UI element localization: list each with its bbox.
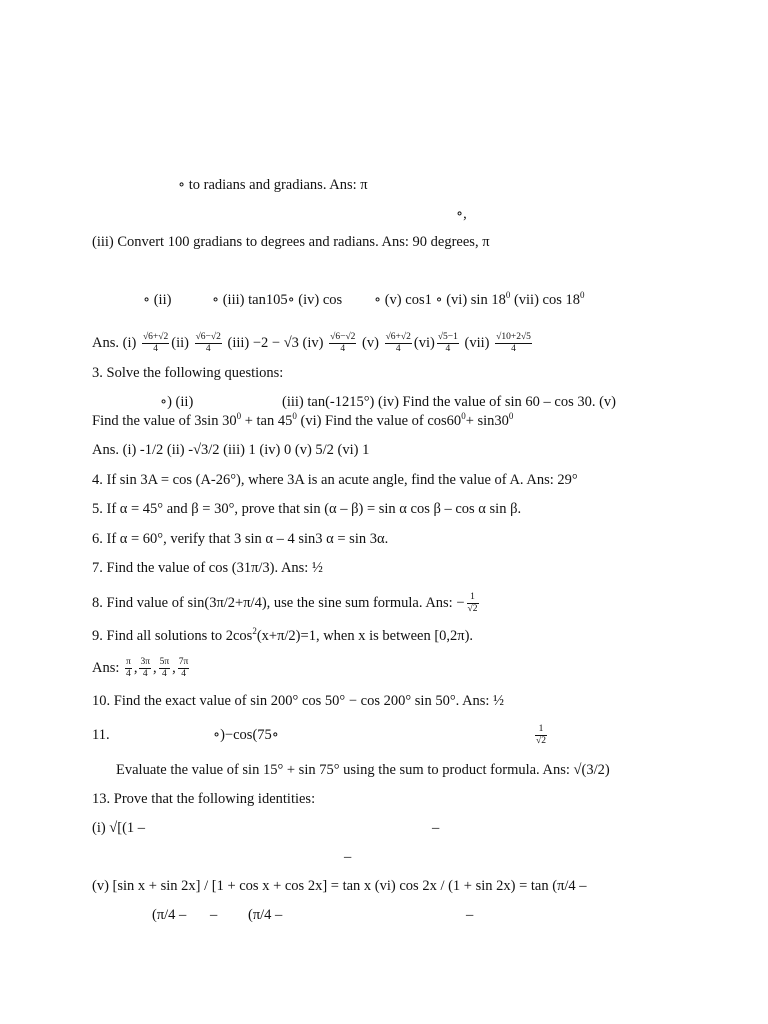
q2-ans-iii: (iii) −2 − √3 (iv) — [227, 335, 324, 351]
q12-text: Evaluate the value of sin 15° + sin 75° using the sum to product formula. Ans: √(3/2) — [116, 762, 610, 778]
q2-frac-vii-den: 4 — [511, 344, 516, 355]
q2-frac-ii — [195, 332, 222, 355]
q2-frac-v — [385, 332, 412, 355]
q9-frac-c-den: 4 — [162, 669, 167, 680]
q2-ans-ii: (ii) — [171, 335, 189, 351]
q2-fragment-c — [374, 291, 585, 309]
q2-frac-v-num: √6+√2 — [385, 332, 411, 343]
q8-text: 8. Find value of sin(3π/2+π/4), use the sine sum formula. Ans: − — [92, 595, 465, 611]
q2-frac-vii-num: √10+2√5 — [496, 332, 531, 343]
q11-number: 11. — [92, 727, 110, 743]
q2-frac-iv-num: √6−√2 — [330, 332, 356, 343]
q8-frac-den: √2 — [467, 604, 478, 615]
q2-frac-i — [142, 332, 169, 355]
q2-ans-vi: (vi) — [413, 335, 435, 351]
q13-last-b: – — [210, 907, 218, 923]
q13-part-i-a: (i) √[(1 – — [92, 820, 146, 836]
q3-answer: Ans. (i) -1/2 (ii) -√3/2 (iii) 1 (iv) 0 (v) 5/2 (vi) 1 — [92, 442, 370, 458]
q3-line2-sup4: 0 — [508, 411, 514, 421]
q9-frac-b-den: 4 — [142, 669, 148, 680]
q11-frac-den: √2 — [536, 736, 546, 747]
q3-line2-sup2: 0 — [292, 411, 297, 421]
q9-sup: 2 — [252, 626, 257, 636]
q4-text: 4. If sin 3A = cos (A-26°), where 3A is an acute angle, find the value of A. Ans: 29° — [92, 472, 578, 488]
q13-part-v-line: (v) [sin x + sin 2x] / [1 + cos x + cos 2x] = tan x (vi) cos 2x / (1 + sin 2x) = tan (π/4 – — [92, 878, 587, 894]
q3-line1-b: (iii) tan(-1215°) (iv) Find the value of sin 60 – cos 30. (v) — [282, 394, 616, 410]
q9-frac-d-num: 7π — [178, 657, 189, 668]
q3-line2-d: + sin30 — [465, 413, 509, 429]
q9-frac-a-den: 4 — [126, 669, 131, 680]
q1-part-ii-text: ∘, — [456, 206, 467, 222]
q9-frac-c — [159, 657, 171, 680]
q5-text: 5. If α = 45° and β = 30°, prove that sin (α – β) = sin α cos β – cos α sin β. — [92, 501, 522, 517]
q1-part-iii-text: (iii) Convert 100 gradians to degrees and radians. Ans: 90 degrees, π — [92, 234, 490, 250]
q3-line2-sup1: 0 — [236, 411, 242, 421]
q11-frac-num: 1 — [535, 724, 547, 736]
q8-frac — [467, 592, 479, 615]
q2-frac-vii — [495, 332, 532, 355]
q11-answer — [533, 720, 549, 750]
q13-part-i-c: – — [344, 849, 352, 865]
q3-title: 3. Solve the following questions: — [92, 365, 284, 381]
q3-line1-a: ∘) (ii) — [160, 394, 194, 410]
q2-ans-prefix: Ans. (i) — [92, 335, 137, 351]
q2-frac-iv — [329, 332, 356, 355]
q2-frac-vi-den: 4 — [445, 344, 451, 355]
q2-ans-v: (v) — [362, 335, 379, 351]
q13-last-c: (π/4 – — [248, 907, 283, 923]
q2-fragment-d-sup: 0 — [505, 290, 511, 300]
q2-fragment-a: ∘ (ii) — [143, 292, 172, 308]
q2-frac-v-den: 4 — [395, 344, 401, 355]
q2-frac-ii-num: √6−√2 — [195, 332, 221, 343]
q13-last-d: – — [466, 907, 474, 923]
q9-frac-d — [178, 657, 190, 680]
q13-title: 13. Prove that the following identities: — [92, 791, 316, 807]
q9-frac-b — [139, 657, 151, 680]
q9-sep-2: , — [153, 660, 157, 676]
q3-line2 — [92, 412, 513, 430]
q3-line2-a: Find the value of 3sin 30 — [92, 413, 237, 429]
q9-sep-1: , — [133, 660, 138, 676]
q9-ans-label: Ans: — [92, 660, 120, 676]
q9-frac-c-num: 5π — [159, 657, 170, 668]
q13-last-a: (π/4 – — [152, 907, 187, 923]
q2-answer-line — [92, 330, 534, 356]
q8-line — [92, 591, 481, 615]
q2-frac-vi — [437, 332, 459, 355]
q2-frac-i-den: 4 — [153, 344, 158, 355]
q9-line — [92, 627, 473, 645]
q10-text: 10. Find the exact value of sin 200° cos 50° − cos 200° sin 50°. Ans: ½ — [92, 693, 504, 709]
q2-fragment-d-text: ∘ (vi) sin 18 — [435, 292, 506, 308]
q11-text: ∘)−cos(75∘ — [213, 727, 279, 743]
q2-frac-i-num: √6+√2 — [142, 332, 169, 343]
q8-frac-num: 1 — [467, 592, 479, 604]
q2-fragment-b: ∘ (iii) tan105∘ (iv) cos — [212, 292, 343, 308]
q13-part-i-b: – — [432, 820, 440, 836]
q9-frac-a-num: π — [126, 657, 131, 668]
q9-text-b: (x+π/2)=1, when x is between [0,2π). — [256, 628, 474, 644]
q9-frac-b-num: 3π — [140, 657, 150, 668]
q3-line2-c: (vi) Find the value of cos60 — [296, 413, 462, 429]
q2-frac-ii-den: 4 — [205, 344, 211, 355]
q2-fragment-e-sup: 0 — [580, 290, 585, 300]
q9-frac-a — [125, 657, 132, 680]
q9-frac-d-den: 4 — [181, 669, 186, 680]
q9-text-a: 9. Find all solutions to 2cos — [92, 628, 253, 644]
q11-frac — [535, 724, 547, 747]
q9-sep-3: , — [172, 660, 176, 676]
q9-answer-line — [92, 656, 191, 680]
q2-fragment-c-text: ∘ (v) cos1 — [374, 292, 432, 308]
q2-frac-iv-den: 4 — [340, 344, 346, 355]
q2-ans-vii: (vii) — [464, 335, 490, 351]
q6-text: 6. If α = 60°, verify that 3 sin α – 4 sin3 α = sin 3α. — [92, 531, 389, 547]
q2-frac-vi-num: √5−1 — [437, 332, 458, 343]
q3-line2-b: + tan 45 — [241, 413, 293, 429]
q2-fragment-e-text: (vii) cos 18 — [510, 292, 580, 308]
q3-line2-sup3: 0 — [461, 411, 466, 421]
q1-part-i-text: ∘ to radians and gradians. Ans: π — [178, 177, 368, 193]
q7-text: 7. Find the value of cos (31π/3). Ans: ½ — [92, 560, 323, 576]
